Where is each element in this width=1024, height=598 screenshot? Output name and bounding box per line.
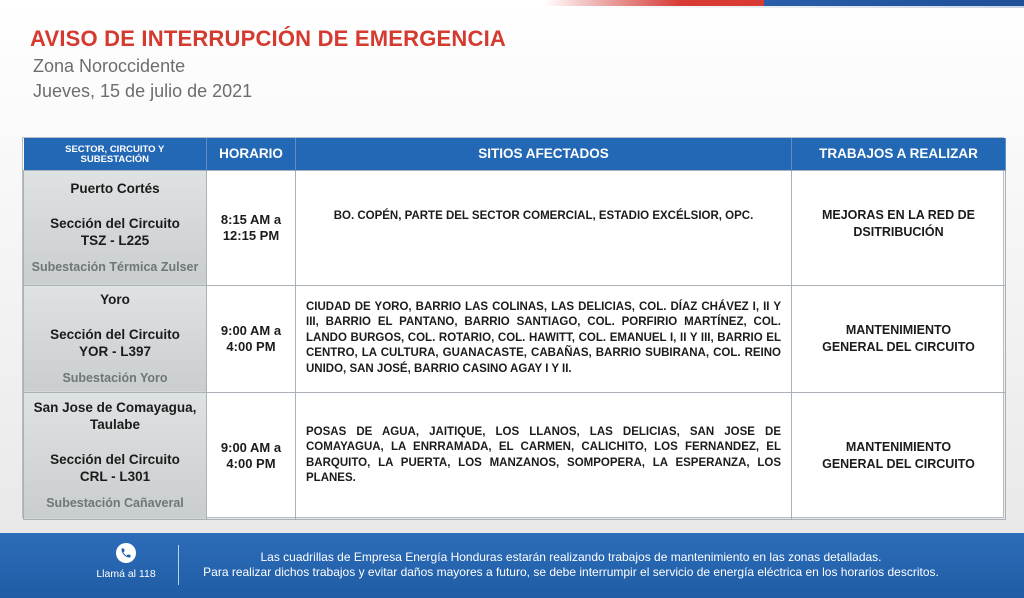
- sector-cell: [24, 170, 207, 285]
- sitios-cell: CIUDAD DE YORO, BARRIO LAS COLINAS, LAS DELICIAS, COL. DÍAZ CHÁVEZ I, II Y III, BARRIO EL PANTANO, BARRIO SANTIAGO, COL. PORFIRIO MARTÍNEZ, COL. LANDO BURGOS, COL. ROTARIO, COL. HAWITT, COL. EMANUEL I, II Y III, BARRIO EL CENTRO, LA CULTURA, GUANACASTE, CABAÑAS, BARRIO SUBIRANA, COL. REINO UNIDO, SAN JOSÉ, BARRIO CASINO AGAY I Y II.: [296, 285, 792, 392]
- sector-place: San Jose de Comayagua,: [33, 400, 197, 415]
- horario-cell: [207, 285, 296, 392]
- call-block[interactable]: [86, 543, 166, 580]
- accent-blue-stripe: [764, 0, 1024, 6]
- sector-place-line2: Taulabe: [89, 417, 140, 432]
- col-header-trabajos: TRABAJOS A REALIZAR: [792, 138, 1006, 170]
- substation-name: Subestación Térmica Zulser: [31, 259, 199, 274]
- sitios-cell: POSAS DE AGUA, JAITIQUE, LOS LLANOS, LAS DELICIAS, SAN JOSE DE COMAYAGUA, LA ENRRAMADA, EL CARMEN, CALICHITO, LOS FERNANDEZ, EL BARQUITO, LA PUERTA, LOS MANZANOS, SOMPOPERA, LA ESPERANZA, LOS PLANES.: [296, 392, 792, 519]
- horario-start: 8:15 AM a: [220, 211, 282, 227]
- horario-start: 9:00 AM a: [220, 439, 282, 455]
- table-row: [24, 170, 1006, 285]
- footer-line-1: Las cuadrillas de Empresa Energía Honduras estarán realizando trabajos de mantenimiento en las zonas detalladas.: [260, 550, 882, 564]
- accent-red-stripe: [544, 0, 774, 6]
- trabajos-cell: MANTENIMIENTO GENERAL DEL CIRCUITO: [792, 392, 1006, 519]
- trabajos-cell: MEJORAS EN LA RED DE DSITRIBUCIÓN: [792, 170, 1006, 285]
- footer-line-2: Para realizar dichos trabajos y evitar daños mayores a futuro, se debe interrumpir el servicio de energía eléctrica en los horarios descritos.: [203, 565, 939, 579]
- substation-name: Subestación Cañaveral: [46, 496, 184, 510]
- horario-end: 4:00 PM: [226, 455, 276, 471]
- top-accent-bar: [0, 0, 1024, 8]
- table-row: [24, 392, 1006, 519]
- circuit-code: TSZ - L225: [80, 232, 150, 248]
- horario-cell: [207, 392, 296, 519]
- notice-header: [30, 26, 506, 102]
- zone-name: Zona Noroccidente: [33, 56, 186, 76]
- phone-icon: [116, 543, 136, 563]
- circuit-label: Sección del Circuito: [50, 215, 180, 231]
- page-title: AVISO DE INTERRUPCIÓN DE EMERGENCIA: [30, 26, 506, 51]
- horario-start: 9:00 AM a: [220, 322, 282, 338]
- circuit-label: Sección del Circuito: [50, 326, 180, 342]
- circuit-code: CRL - L301: [79, 469, 151, 484]
- table-header-row: [24, 138, 1006, 170]
- outage-table: [22, 137, 1004, 518]
- footer-divider: [178, 545, 179, 585]
- horario-cell: [207, 170, 296, 285]
- col-header-sector-line2: SUBESTACIÓN: [80, 153, 149, 165]
- sector-cell: [24, 392, 207, 519]
- substation-name: Subestación Yoro: [62, 370, 168, 385]
- notice-date: Jueves, 15 de julio de 2021: [33, 81, 253, 101]
- sector-cell: [24, 285, 207, 392]
- sitios-cell: BO. COPÉN, PARTE DEL SECTOR COMERCIAL, ESTADIO EXCÉLSIOR, OPC.: [296, 170, 792, 285]
- phone-label: Llamá al 118: [96, 568, 156, 580]
- sector-place: Yoro: [100, 291, 130, 307]
- col-header-sector-line1: SECTOR, CIRCUITO Y: [65, 143, 165, 155]
- col-header-sitios: SITIOS AFECTADOS: [296, 138, 792, 170]
- trabajos-cell: MANTENIMIENTO GENERAL DEL CIRCUITO: [792, 285, 1006, 392]
- footer-message: [188, 550, 954, 580]
- col-header-sector: [24, 138, 207, 170]
- horario-end: 12:15 PM: [222, 227, 280, 243]
- circuit-label: Sección del Circuito: [50, 452, 180, 467]
- circuit-code: YOR - L397: [78, 343, 152, 359]
- horario-end: 4:00 PM: [226, 338, 276, 354]
- table-row: [24, 285, 1006, 392]
- footer-banner: [0, 533, 1024, 598]
- col-header-horario: HORARIO: [207, 138, 296, 170]
- sector-place: Puerto Cortés: [70, 180, 160, 196]
